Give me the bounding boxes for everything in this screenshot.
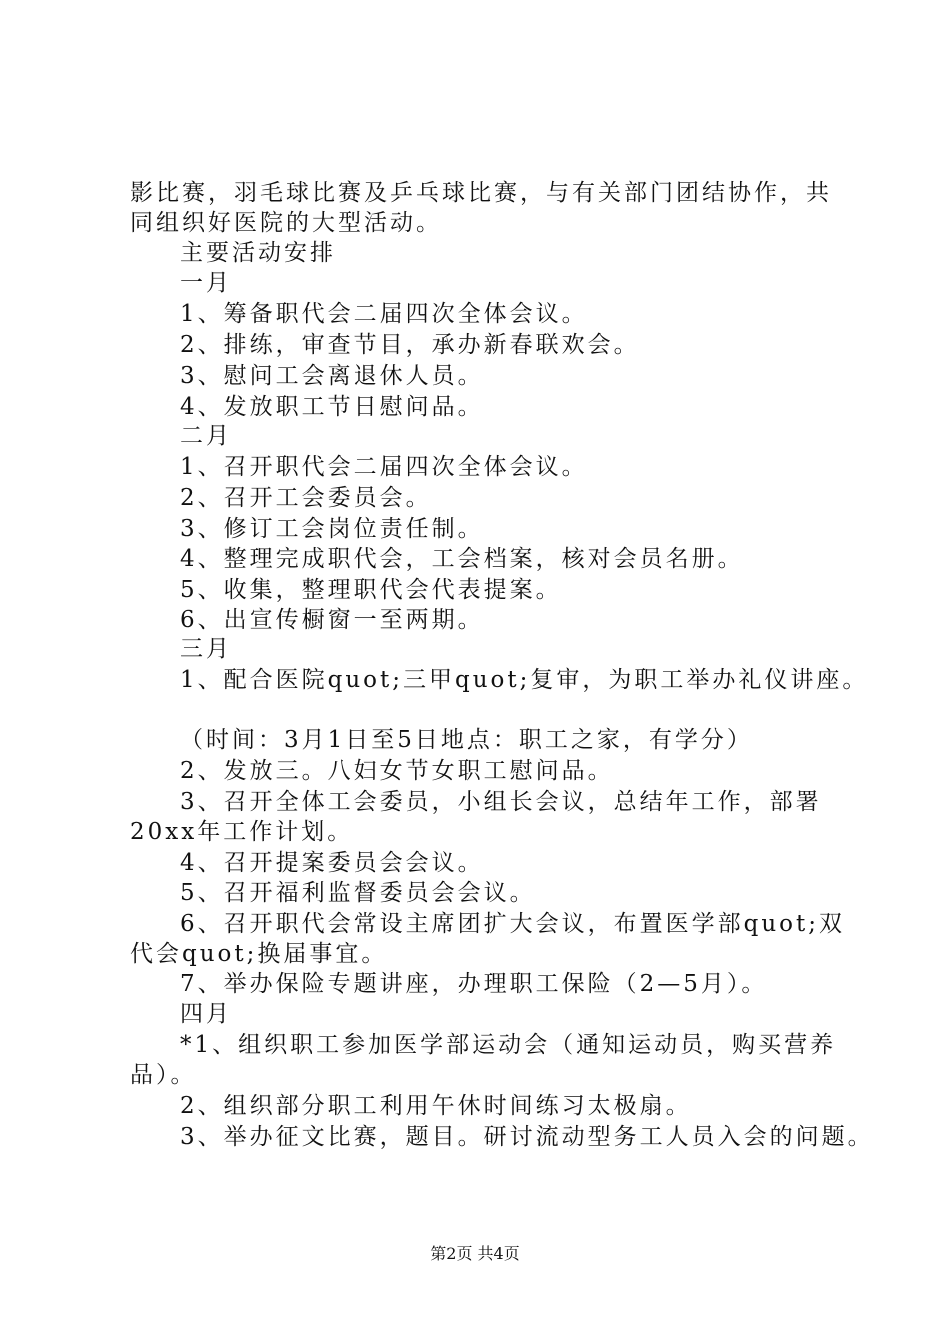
section-heading: 主要活动安排 [180, 240, 336, 266]
list-item: *1、组织职工参加医学部运动会（通知运动员，购买营养 [180, 1032, 837, 1058]
list-item: 2、召开工会委员会。 [180, 485, 432, 511]
month-heading: 四月 [180, 1001, 232, 1027]
list-item: 5、收集，整理职代会代表提案。 [180, 577, 562, 603]
list-item: 6、出宣传橱窗一至两期。 [180, 607, 484, 633]
list-item: （时间：3月1日至5日地点：职工之家，有学分） [180, 727, 753, 753]
month-heading: 二月 [180, 423, 232, 449]
list-item: 3、慰问工会离退休人员。 [180, 363, 484, 389]
list-item: 2、发放三。八妇女节女职工慰问品。 [180, 758, 614, 784]
list-item: 1、召开职代会二届四次全体会议。 [180, 454, 588, 480]
text-line: 影比赛，羽毛球比赛及乒乓球比赛，与有关部门团结协作，共 [130, 180, 832, 206]
text-line: 同组织好医院的大型活动。 [130, 210, 442, 236]
text-line: 20xx年工作计划。 [130, 819, 354, 845]
month-heading: 三月 [180, 636, 232, 662]
list-item: 6、召开职代会常设主席团扩大会议，布置医学部quot;双 [180, 911, 846, 937]
list-item: 4、召开提案委员会会议。 [180, 850, 484, 876]
list-item: 2、排练，审查节目，承办新春联欢会。 [180, 332, 640, 358]
list-item: 7、举办保险专题讲座，办理职工保险（2—5月）。 [180, 971, 768, 997]
page-number: 第2页 共4页 [430, 1244, 520, 1263]
list-item: 1、筹备职代会二届四次全体会议。 [180, 301, 588, 327]
list-item: 3、举办征文比赛，题目。研讨流动型务工人员入会的问题。 [180, 1124, 874, 1150]
month-heading: 一月 [180, 270, 232, 296]
list-item: 3、召开全体工会委员，小组长会议，总结年工作，部署 [180, 789, 822, 815]
text-line: 代会quot;换届事宜。 [130, 941, 388, 967]
list-item: 4、发放职工节日慰问品。 [180, 394, 484, 420]
list-item: 3、修订工会岗位责任制。 [180, 516, 484, 542]
list-item: 1、配合医院quot;三甲quot;复审，为职工举办礼仪讲座。 [180, 667, 869, 693]
list-item: 5、召开福利监督委员会会议。 [180, 880, 536, 906]
text-line: 品）。 [130, 1062, 197, 1088]
list-item: 4、整理完成职代会，工会档案，核对会员名册。 [180, 546, 744, 572]
list-item: 2、组织部分职工利用午休时间练习太极扇。 [180, 1093, 692, 1119]
